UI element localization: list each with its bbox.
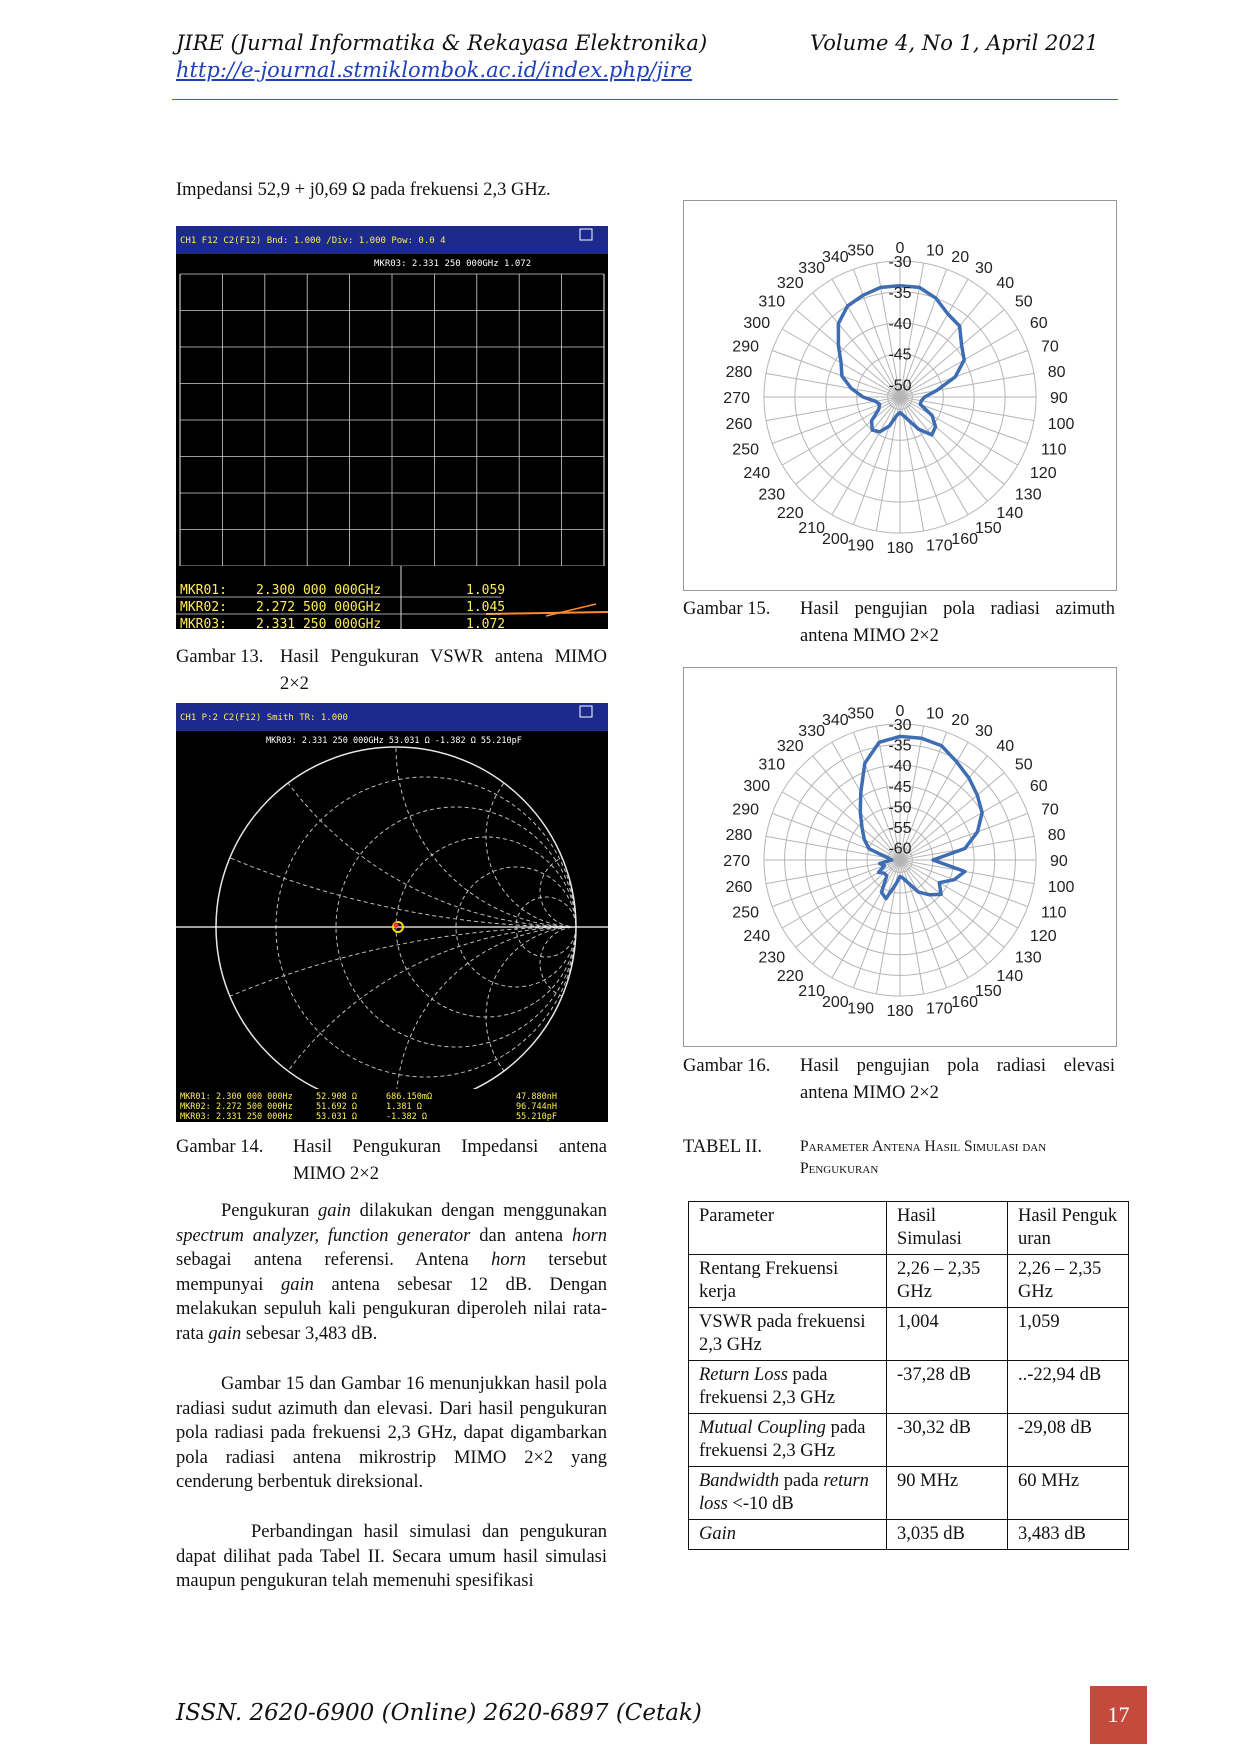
table-row [689,1255,1129,1308]
radar-angle-label: 300 [743,778,771,795]
vswr-screenshot [176,226,608,629]
radar-angle-label: 70 [1041,338,1059,356]
smith-reactance-arc [486,747,608,927]
radar-tick-label: -35 [888,284,912,302]
vswr-marker-readout: MKR03: 2.331 250 000GHz 1.072 [374,259,532,269]
vswr-marker-freq: 2.331 250 000GHz [256,617,382,629]
smith-marker-field: -1.382 Ω [386,1112,427,1122]
simulation-cell: 90 MHz [887,1467,1008,1520]
radar-angle-label: 270 [723,853,750,870]
parameter-text: Rentang Frekuensi kerja [699,1259,839,1302]
radar-tick-label: -50 [888,799,912,817]
radar-angle-label: 210 [798,519,825,537]
text-run: horn [491,1250,527,1270]
smith-marker-field: MKR03: [180,1112,211,1122]
radar-tick-label: -45 [888,346,912,364]
vswr-marker-value: 1.045 [466,600,506,615]
radar-angle-label: 180 [886,540,914,557]
radar-angle-label: 10 [926,242,944,260]
figure-15-number: Gambar 15. [683,599,771,619]
vswr-marker-label: MKR03: [180,617,227,629]
text-run: gain [208,1323,242,1344]
table-row [689,1308,1129,1361]
measurement-cell: ..-22,94 dB [1008,1361,1129,1414]
radar-angle-label: 70 [1041,801,1059,819]
figure-14-text: Hasil Pengukuran Impedansi antena MIMO 2×2 [293,1137,607,1184]
text-run: antena sebesar 12 dB. Dengan melakukan sepuluh kali pengukuran diperoleh nilai rata-rata [176,1274,608,1344]
radar-angle-label: 350 [847,242,874,260]
radar-angle-label: 230 [758,486,786,504]
radar-angle-label: 90 [1050,390,1068,407]
measurement-cell: 3,483 dB [1008,1520,1129,1550]
parameter-text: VSWR pada frekuensi 2,3 GHz [699,1312,866,1355]
radar-angle-label: 170 [926,1000,953,1018]
smith-marker-field: 53.031 Ω [316,1112,357,1122]
radar-angle-label: 100 [1047,416,1075,433]
radar-angle-label: 90 [1050,853,1068,870]
smith-marker-field: 2.272 500 000Hz [216,1102,293,1112]
parameter-cell [689,1361,887,1414]
journal-url-link[interactable]: http://e-journal.stmiklombok.ac.id/index.php/jire [176,58,693,82]
parameter-text: <-10 dB [727,1494,794,1514]
parameter-text: pada frekuensi 2,3 GHz [699,1418,866,1461]
text-run: Pengukuran [221,1201,319,1221]
simulation-cell: 1,004 [887,1308,1008,1361]
radar-angle-label: 20 [951,249,970,266]
radar-angle-label: 140 [996,967,1024,985]
figure-15-frame [683,200,1117,591]
radar-angle-label: 320 [776,738,804,756]
radar-angle-label: 230 [758,949,786,967]
issn-footer: ISSN. 2620-6900 (Online) 2620-6897 (Cetak) [176,1700,702,1726]
radar-angle-label: 310 [758,756,786,774]
radar-angle-label: 200 [821,531,849,548]
smith-reactance-arc [486,927,608,1107]
radar-angle-label: 110 [1041,441,1067,459]
parameter-cell [689,1520,887,1550]
radar-angle-label: 220 [776,504,804,522]
figure-16-caption [683,1053,1115,1107]
journal-title: JIRE (Jurnal Informatika & Rekayasa Elektronika) [176,31,708,55]
parameter-cell [689,1255,887,1308]
smith-marker-field: 2.300 000 000Hz [216,1092,293,1102]
smith-topbar: CH1 P:2 C2(F12) Smith TR: 1.000 [180,713,348,723]
smith-marker-field: 96.744nH [516,1102,557,1112]
radar-tick-label: -45 [888,778,912,796]
vswr-marker-value: 1.059 [466,583,506,598]
radar-angle-label: 240 [743,928,771,945]
table-2-title: Parameter Antena Hasil Simulasi dan Pengukuran [800,1138,1047,1177]
radar-angle-label: 210 [798,982,825,1000]
radar-angle-label: 180 [886,1003,914,1020]
radar-angle-label: 100 [1047,879,1075,896]
text-run: sebagai antena referensi. Antena [176,1250,492,1270]
radar-angle-label: 60 [1029,778,1048,795]
radar-angle-label: 110 [1041,904,1067,922]
radar-angle-label: 280 [725,827,753,844]
simulation-cell: 3,035 dB [887,1520,1008,1550]
radar-tick-label: -35 [888,737,912,755]
parameter-text: return loss [699,1471,869,1514]
table-header-cell: Hasil Pengukuran [1008,1202,1129,1255]
radar-angle-label: 260 [725,416,753,433]
smith-marker-field: 52.908 Ω [316,1092,357,1102]
radar-tick-label: -50 [888,377,912,395]
radar-angle-label: 250 [732,904,759,922]
table-row [689,1361,1129,1414]
smith-marker-field: 51.692 Ω [316,1102,357,1112]
radar-angle-label: 160 [951,994,979,1011]
results-table-wrap [688,1201,1129,1550]
radar-angle-label: 80 [1047,827,1066,844]
elevation-radar-chart [684,668,1116,1046]
parameter-text: pada [779,1471,824,1491]
radar-angle-label: 200 [821,994,849,1011]
radar-tick-label: -55 [888,820,912,837]
radar-angle-label: 320 [776,275,804,293]
radar-angle-label: 240 [743,465,771,482]
parameter-cell [689,1308,887,1361]
figure-14-caption [176,1134,607,1188]
radar-angle-label: 160 [951,531,979,548]
radar-angle-label: 150 [975,982,1002,1000]
figure-13-number: Gambar 13. [176,647,264,667]
paragraph-comparison: Perbandingan hasil simulasi dan pengukuran dapat dilihat pada Tabel II. Secara umum hasil simulasi maupun pengukuran telah memenuhi spesifikasi [176,1522,607,1591]
smith-screen-svg [176,703,608,1122]
table-header-cell: Parameter [689,1202,887,1255]
volume-info: Volume 4, No 1, April 2021 [810,31,1099,55]
radar-angle-label: 40 [996,275,1015,293]
text-run: gain [318,1201,351,1221]
results-table [688,1201,1129,1550]
text-run: tersebut mempunyai [176,1250,607,1295]
radar-angle-label: 30 [975,260,993,278]
parameter-text: pada frekuensi 2,3 GHz [699,1365,836,1408]
radar-series-line [860,736,982,898]
vswr-marker-label: MKR02: [180,600,227,615]
radar-angle-label: 310 [758,293,786,311]
paragraph-radiation: Gambar 15 dan Gambar 16 menunjukkan hasil pola radiasi sudut azimuth dan elevasi. Dari hasil pengukuran pola radiasi pada frekuensi 2,3 GHz, dapat digambarkan pola radiasi antena mikrostrip MIMO 2×2 yang cenderung berbentuk direksional. [176,1374,607,1492]
text-run: horn [572,1225,607,1246]
azimuth-radar-chart [684,201,1116,590]
radar-angle-label: 280 [725,364,753,381]
radar-tick-label: -60 [888,840,912,858]
figure-13-caption [176,644,607,698]
radar-angle-label: 190 [847,537,874,555]
measurement-cell: 2,26 – 2,35 GHz [1008,1255,1129,1308]
simulation-cell: -37,28 dB [887,1361,1008,1414]
radar-tick-label: -40 [888,758,912,776]
measurement-cell: 60 MHz [1008,1467,1129,1520]
radar-angle-label: 120 [1029,465,1057,482]
radar-angle-label: 0 [895,703,905,720]
radar-angle-label: 330 [798,723,825,741]
table-header-row [689,1202,1129,1255]
radar-angle-label: 290 [732,801,759,819]
radar-angle-label: 300 [743,315,771,332]
vswr-marker-label: MKR01: [180,583,227,598]
radar-angle-label: 130 [1014,486,1042,504]
text-run: gain [280,1274,314,1295]
header-rule [172,99,1118,100]
figure-16-number: Gambar 16. [683,1056,771,1076]
radar-angle-label: 30 [975,723,993,741]
smith-marker-field: MKR01: [180,1092,211,1102]
radar-angle-label: 20 [951,712,970,729]
radar-angle-label: 120 [1029,928,1057,945]
radar-angle-label: 170 [926,537,953,555]
smith-marker-field: 55.210pF [516,1112,557,1122]
smith-chart-screenshot [176,703,608,1122]
table-row [689,1467,1129,1520]
smith-marker-field: 2.331 250 000Hz [216,1112,293,1122]
vswr-marker-value: 1.072 [466,617,506,629]
simulation-cell: 2,26 – 2,35 GHz [887,1255,1008,1308]
table-row [689,1414,1129,1467]
measurement-cell: 1,059 [1008,1308,1129,1361]
parameter-cell [689,1467,887,1520]
vswr-topbar: CH1 F12 C2(F12) Bnd: 1.000 /Div: 1.000 Pow: 0.0 4 [180,236,446,246]
vswr-screen-svg [176,226,608,629]
figure-16-frame [683,667,1117,1047]
radar-angle-label: 130 [1014,949,1042,967]
paragraph-gain [176,1199,607,1346]
radar-angle-label: 140 [996,504,1024,522]
radar-angle-label: 290 [732,338,759,356]
radar-angle-label: 50 [1014,293,1033,311]
intro-text: Impedansi 52,9 + j0,69 Ω pada frekuensi 2,3 GHz. [176,180,551,200]
radar-angle-label: 80 [1047,364,1066,381]
radar-tick-label: -30 [888,717,912,734]
radar-angle-label: 330 [798,260,825,278]
parameter-text: Mutual Coupling [699,1418,826,1438]
radar-angle-label: 270 [723,390,750,407]
radar-tick-label: -40 [888,315,912,333]
figure-13-text: Hasil Pengukuran VSWR antena MIMO 2×2 [280,647,607,694]
radar-angle-label: 60 [1029,315,1048,332]
table-row [689,1520,1129,1550]
parameter-text: Gain [699,1524,736,1544]
radar-angle-label: 350 [847,705,874,723]
radar-angle-label: 150 [975,519,1002,537]
radar-angle-label: 220 [776,967,804,985]
figure-14-number: Gambar 14. [176,1137,264,1157]
text-run: dan antena [470,1225,573,1246]
table-2-caption [683,1134,1115,1188]
page-number: 17 [1090,1686,1147,1744]
radar-angle-label: 10 [926,705,944,723]
parameter-text: Bandwidth [699,1471,780,1491]
measurement-cell: -29,08 dB [1008,1414,1129,1467]
smith-marker-field: 1.381 Ω [386,1102,422,1112]
radar-angle-label: 340 [821,249,849,266]
vswr-marker-freq: 2.272 500 000GHz [256,600,382,615]
table-header-cell: Hasil Simulasi [887,1202,1008,1255]
figure-15-text: Hasil pengujian pola radiasi azimuth antena MIMO 2×2 [800,599,1115,646]
smith-reactance-arc [540,927,608,999]
radar-angle-label: 0 [895,240,905,257]
radar-angle-label: 40 [996,738,1015,756]
figure-16-text: Hasil pengujian pola radiasi elevasi antena MIMO 2×2 [800,1056,1115,1103]
vswr-marker-freq: 2.300 000 000GHz [256,583,382,598]
parameter-text: Return Loss [699,1365,788,1385]
radar-tick-label: -30 [888,254,912,271]
text-run: dilakukan dengan menggunakan [350,1201,608,1221]
table-2-label: TABEL II. [683,1137,763,1157]
parameter-cell [689,1414,887,1467]
radar-angle-label: 190 [847,1000,874,1018]
radar-angle-label: 340 [821,712,849,729]
smith-marker-field: MKR02: [180,1102,211,1112]
radar-angle-label: 50 [1014,756,1033,774]
smith-marker-field: 686.150mΩ [386,1092,433,1102]
radar-angle-label: 250 [732,441,759,459]
smith-marker-readout: MKR03: 2.331 250 000GHz 53.031 Ω -1.382 Ω 55.210pF [266,736,522,746]
figure-15-caption [683,596,1115,650]
smith-marker-field: 47.880nH [516,1092,557,1102]
text-run: sebesar 3,483 dB. [241,1323,378,1344]
text-run: spectrum analyzer, function generator [176,1225,471,1246]
simulation-cell: -30,32 dB [887,1414,1008,1467]
radar-angle-label: 260 [725,879,753,896]
smith-marker-dot [394,923,399,928]
